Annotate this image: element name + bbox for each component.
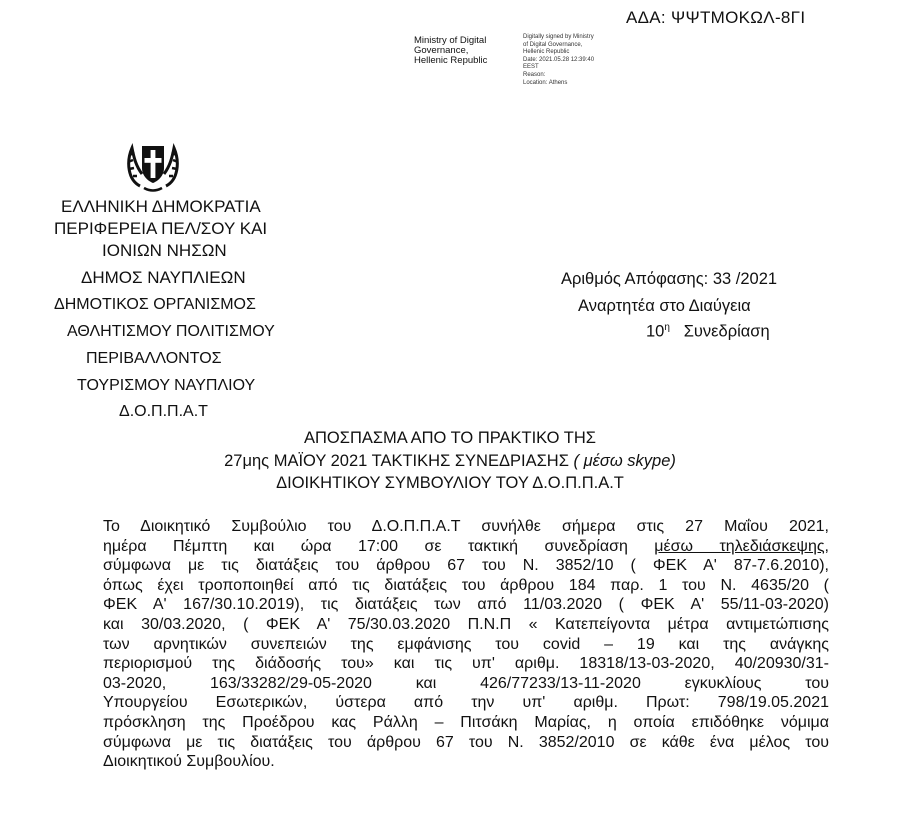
paragraph-line: Υπουργείου Εσωτερικών, ύστερα από την υπ' αριθμ. Πρωτ: 798/19.05.2021 bbox=[103, 694, 829, 712]
paragraph-line: 03-2020, 163/33282/29-05-2020 και 426/77233/13-11-2020 εγκυκλίους του bbox=[103, 674, 829, 692]
coat-of-arms-icon bbox=[122, 136, 184, 198]
ada-code: ΑΔΑ: ΨΨΤΜΟΚΩΛ-8ΓΙ bbox=[626, 8, 806, 27]
minutes-paragraph bbox=[103, 517, 829, 772]
session-title bbox=[0, 452, 900, 471]
header-line-acronym: Δ.Ο.Π.Π.Α.Τ bbox=[119, 403, 208, 420]
board-title: ΔΙΟΙΚΗΤΙΚΟΥ ΣΥΜΒΟΥΛΙΟΥ ΤΟΥ Δ.Ο.Π.Π.Α.Τ bbox=[276, 474, 624, 492]
paragraph-line: ΦΕΚ Α' 167/30.10.2019), τις διατάξεις των από 11/03.2020 ( ΦΕΚ Α' 55/11-03-2020) bbox=[103, 596, 829, 614]
signature-issuer-line: Governance, bbox=[414, 45, 469, 56]
session-title-text: 27μης ΜΑΪΟΥ 2021 ΤΑΚΤΙΚΗΣ ΣΥΝΕΔΡΙΑΣΗΣ bbox=[224, 452, 569, 470]
header-line-republic: ΕΛΛΗΝΙΚΗ ΔΗΜΟΚΡΑΤΙΑ bbox=[61, 197, 261, 216]
signature-issuer-line: Ministry of Digital bbox=[414, 35, 487, 46]
paragraph-line: σύμφωνα με τις διατάξεις του άρθρου 67 του Ν. 3852/10 ( ΦΕΚ Α' 87-7.6.2010), bbox=[103, 557, 829, 575]
signature-detail-line: EEST bbox=[523, 64, 539, 71]
paragraph-line: και 30/03.2020, ( ΦΕΚ Α' 75/30.03.2020 Π.Ν.Π « Κατεπείγοντα μέτρα αντιμετώπισης bbox=[103, 615, 829, 633]
paragraph-line: όπως έχει τροποποιηθεί από τις διατάξεις του άρθρου 184 παρ. 1 του Ν. 4635/20 ( bbox=[103, 576, 829, 594]
header-line-organization: ΔΗΜΟΤΙΚΟΣ ΟΡΓΑΝΙΣΜΟΣ bbox=[54, 296, 256, 313]
session-number bbox=[646, 322, 770, 342]
excerpt-title: ΑΠΟΣΠΑΣΜΑ ΑΠΟ ΤΟ ΠΡΑΚΤΙΚΟ ΤΗΣ bbox=[303, 429, 596, 447]
teleconference-emphasis: μέσω τηλεδιάσκεψης, bbox=[654, 537, 829, 555]
header-line-municipality: ΔΗΜΟΣ ΝΑΥΠΛΙΕΩΝ bbox=[81, 268, 246, 287]
paragraph-line bbox=[103, 537, 829, 557]
signature-detail-line: Digitally signed by Ministry bbox=[523, 34, 594, 40]
header-line-region: ΠΕΡΙΦΕΡΕΙΑ ΠΕΛ/ΣΟΥ ΚΑΙ bbox=[54, 219, 268, 238]
paragraph-line: περιορισμού της διάδοσής του» και τις υπ' αριθμ. 18318/13-03-2020, 40/20930/31- bbox=[103, 655, 829, 673]
paragraph-line: των αρνητικών συνεπειών της εμφάνισης του covid – 19 και της ανάγκης bbox=[103, 635, 829, 653]
paragraph-line: Το Διοικητικό Συμβούλιο του Δ.Ο.Π.Π.Α.Τ συνήλθε σήμερα στις 27 Μαΐου 2021, bbox=[103, 518, 829, 535]
signature-issuer-line: Hellenic Republic bbox=[414, 55, 488, 66]
session-number-suffix: η bbox=[664, 322, 670, 333]
paragraph-line: πρόσκληση της Προέδρου κας Ράλλη – Πιτσάκη Μαρίας, η οποία επιδόθηκε νόμιμα bbox=[103, 713, 829, 731]
signature-issuer bbox=[414, 36, 487, 66]
signature-details bbox=[523, 34, 594, 87]
session-number-value: 10 bbox=[646, 322, 665, 341]
header-line-sports-culture: ΑΘΛΗΤΙΣΜΟΥ ΠΟΛΙΤΙΣΜΟΥ bbox=[67, 323, 275, 340]
paragraph-line: Διοικητικού Συμβουλίου. bbox=[103, 753, 275, 771]
signature-detail-line: Date: 2021.05.28 12:39:40 bbox=[523, 56, 595, 63]
signature-detail-line: Reason: bbox=[523, 71, 546, 78]
session-title-mode: ( μέσω skype) bbox=[573, 452, 676, 470]
signature-detail-line: Hellenic Republic bbox=[523, 49, 570, 56]
signature-detail-line: of Digital Governance, bbox=[523, 41, 583, 48]
signature-detail-line: Location: Athens bbox=[523, 79, 568, 86]
header-line-tourism: ΤΟΥΡΙΣΜΟΥ ΝΑΥΠΛΙΟΥ bbox=[77, 377, 256, 394]
session-label: Συνεδρίαση bbox=[683, 322, 770, 341]
header-line-environment: ΠΕΡΙΒΑΛΛΟΝΤΟΣ bbox=[86, 350, 222, 367]
diavgeia-note: Αναρτητέα στο Διαύγεια bbox=[578, 297, 751, 315]
header-line-islands: ΙΟΝΙΩΝ ΝΗΣΩΝ bbox=[102, 241, 227, 260]
decision-number: Αριθμός Απόφασης: 33 /2021 bbox=[561, 270, 778, 288]
paragraph-line-text: ημέρα Πέμπτη και ώρα 17:00 σε τακτική συνεδρίαση bbox=[103, 537, 628, 555]
paragraph-line: σύμφωνα με τις διατάξεις του άρθρου 67 του Ν. 3852/2010 σε κάθε ένα μέλος του bbox=[103, 733, 829, 751]
